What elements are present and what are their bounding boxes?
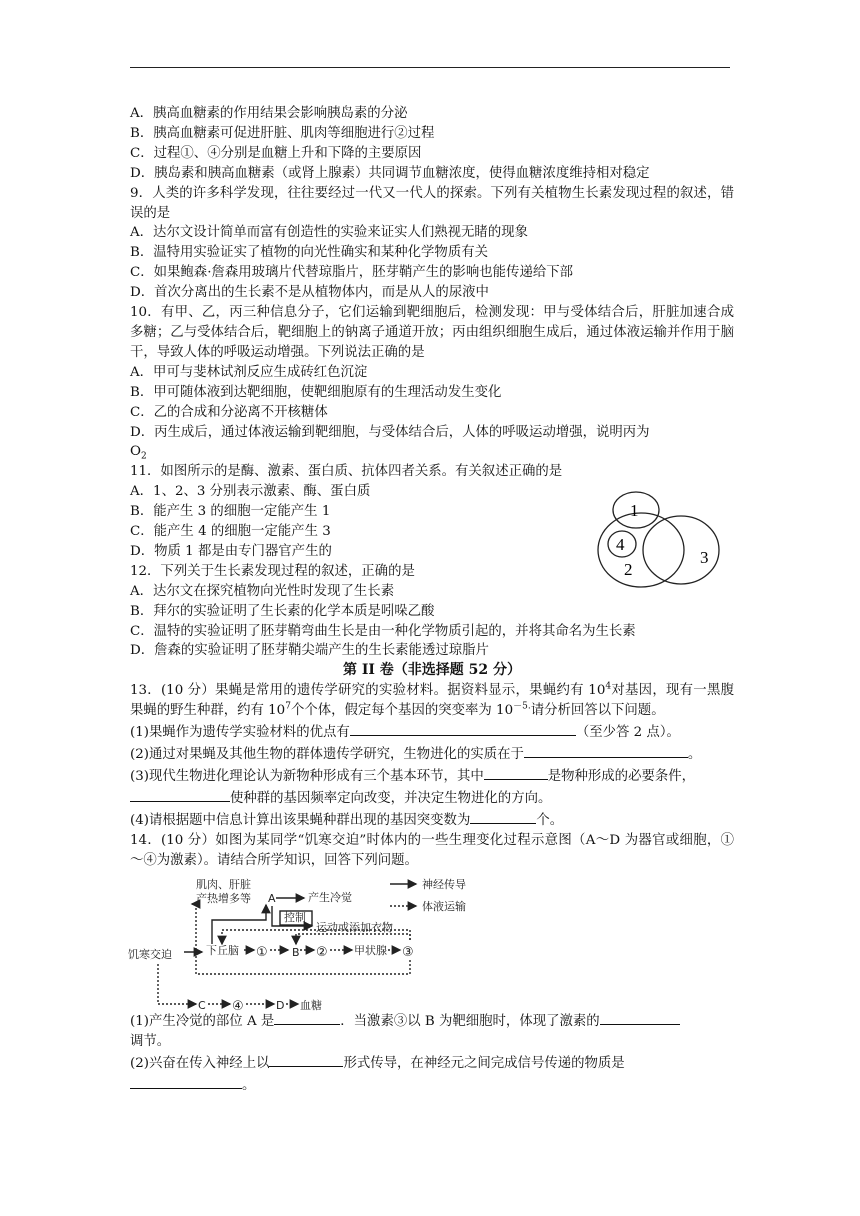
q12-option-b: B．拜尔的实验证明了生长素的化学本质是吲哚乙酸: [130, 603, 435, 619]
q12-option-d: D．詹森的实验证明了胚芽鞘尖端产生的生长素能透过琼脂片: [130, 643, 489, 659]
q14-part-1-cont: 调节。: [130, 1034, 171, 1050]
node-b: B: [292, 946, 300, 959]
venn-label-4: 4: [616, 535, 625, 554]
motion-clothes-label: 运动或添加衣物: [316, 921, 393, 934]
answer-blank[interactable]: [600, 1010, 680, 1025]
q14-stem: 14．(10 分）如图为某同学“饥寒交迫”时体内的一些生理变化过程示意图（A～D 为器官或细胞，①～④为激素）。请结合所学知识，回答下列问题。: [130, 832, 734, 868]
q14-part-2: (2)兴奋在传入神经上以 形式传导，在神经元之间完成信号传递的物质是: [130, 1052, 734, 1074]
q11-stem: 11．如图所示的是酶、激素、蛋白质、抗体四者关系。有关叙述正确的是: [130, 464, 563, 480]
oxygen-symbol: O: [130, 444, 141, 460]
q11-option-a: A．1、2、3 分别表示激素、酶、蛋白质: [130, 484, 371, 500]
oxygen-subscript: 2: [140, 452, 147, 463]
q14-part-1: (1)产生冷觉的部位 A 是 ．当激素③以 B 为靶细胞时，体现了激素的: [130, 1010, 734, 1032]
q13-stem: 13．(10 分）果蝇是常用的遗传学研究的实验材料。据资料显示，果蝇约有 $10^4$对基因，现有一黑腹果蝇的野生种群，约有 $10^7$个个体，假定每个基因的突变率为 $10^{-5.}$请分析回答以下问题。: [130, 681, 735, 719]
header-rule: [130, 67, 730, 68]
hormone-4-label: ④: [232, 999, 244, 1012]
section-2-title: 第 II 卷（非选择题 52 分）: [342, 662, 522, 679]
venn-label-3: 3: [700, 548, 709, 567]
q9-option-b: B．温特用实验证实了植物的向光性确实和某种化学物质有关: [130, 245, 488, 261]
q13-part-2: (2)通过对果蝇及其他生物的群体遗传学研究，生物进化的实质在于 。: [130, 743, 734, 765]
venn-label-1: 1: [630, 501, 639, 520]
node-d: D: [276, 999, 285, 1012]
q12-stem: 12．下列关于生长素发现过程的叙述，正确的是: [130, 563, 415, 579]
q13-part-4: (4)请根据题中信息计算出该果蝇种群出现的基因突变数为 个。: [130, 809, 734, 831]
q10-option-d-tail: [130, 442, 734, 462]
answer-blank[interactable]: [350, 721, 576, 736]
answer-blank[interactable]: [269, 1052, 343, 1067]
q9-option-d: D．首次分离出的生长素不是从植物体内，而是从人的尿液中: [130, 285, 489, 301]
answer-blank[interactable]: [274, 1010, 340, 1025]
hormone-3-label: ③: [402, 945, 414, 960]
answer-blank[interactable]: [524, 743, 688, 758]
thyroid-label: 甲状腺: [354, 944, 387, 957]
hormone-2-label: ②: [316, 945, 328, 960]
q14-part-2-cont: 。: [130, 1074, 734, 1096]
q8-option-b: B．胰高血糖素可促进肝脏、肌肉等细胞进行②过程: [130, 125, 435, 141]
hypothalamus-label: 下丘脑: [206, 944, 239, 957]
cold-feeling-label: 产生冷觉: [308, 891, 352, 904]
q10-option-b: B．甲可随体液到达靶细胞，使靶细胞原有的生理活动发生变化: [130, 384, 502, 400]
answer-blank[interactable]: [470, 809, 536, 824]
q10-option-a: A．甲可与斐林试剂反应生成砖红色沉淀: [130, 364, 368, 380]
q9-option-a: A．达尔文设计简单而富有创造性的实验来证实人们熟视无睹的现象: [130, 225, 528, 241]
arrow-h3-feedback-b: [296, 934, 410, 944]
q13-part-1: (1)果蝇作为遗传学实验材料的优点有 （至少答 2 点）。: [130, 721, 734, 743]
control-label: 控制: [284, 911, 306, 924]
q11-option-d: D．物质 1 都是由专门器官产生的: [130, 543, 332, 559]
q9-option-c: C．如果鲍森·詹森用玻璃片代替琼脂片，胚芽鞘产生的影响也能传递给下部: [130, 265, 573, 281]
q11-option-b: B．能产生 3 的细胞一定能产生 1: [130, 504, 331, 520]
arrow-hypothalamus-to-a: [212, 905, 266, 944]
q10-option-d: D．丙生成后，通过体液运输到靶细胞，与受体结合后，人体的呼吸运动增强，说明丙为: [130, 424, 650, 440]
q8-option-a: A．胰高血糖素的作用结果会影响胰岛素的分泌: [130, 106, 408, 121]
answer-blank[interactable]: [130, 787, 230, 802]
venn-label-2: 2: [624, 560, 633, 579]
q13-part-3: (3)现代生物进化理论认为新物种形成有三个基本环节，其中 是物种形成的必要条件，: [130, 765, 734, 787]
node-a: A: [268, 892, 276, 905]
q12-option-a: A．达尔文在探究植物向光性时发现了生长素: [130, 583, 395, 599]
venn-diagram: [597, 490, 721, 590]
legend-nerve-label: 神经传导: [422, 878, 466, 891]
hormone-1-label: ①: [256, 945, 268, 960]
q10-stem: 10．有甲、乙，丙三种信息分子，它们运输到靶细胞后，检测发现：甲与受体结合后，肝脏加速合成多糖；乙与受体结合后，靶细胞上的钠离子通道开放；丙由组织细胞生成后，通过体液运输并作用于脑干，导致人体的呼吸运动增强。下列说法正确的是: [130, 305, 734, 360]
q8-option-c: C．过程①、④分别是血糖上升和下降的主要原因: [130, 145, 422, 161]
heat-more-label: 产热增多等: [196, 892, 251, 905]
answer-blank[interactable]: [484, 765, 548, 780]
liver-muscle-label: 肌肉、肝脏: [196, 878, 251, 891]
q8-option-d: D．胰岛素和胰高血糖素（或肾上腺素）共同调节血糖浓度，使得血糖浓度维持相对稳定: [130, 165, 650, 181]
arrow-to-c: [158, 964, 196, 1004]
q9-stem: 9．人类的许多科学发现，往往要经过一代又一代人的探索。下列有关植物生长素发现过程的叙述，错误的是: [130, 185, 734, 221]
q13-part-3-cont: 使种群的基因频率定向改变，并决定生物进化的方向。: [130, 787, 734, 809]
q10-option-c: C．乙的合成和分泌离不开核糖体: [130, 404, 328, 420]
legend-fluid-label: 体液运输: [422, 900, 466, 913]
node-c: C: [198, 999, 206, 1012]
q11-option-c: C．能产生 4 的细胞一定能产生 3: [130, 524, 331, 540]
flow-diagram: [126, 874, 486, 1012]
answer-blank[interactable]: [130, 1074, 242, 1089]
hunger-cold-label: 饥寒交迫: [128, 948, 172, 961]
blood-sugar-label: 血糖: [300, 999, 322, 1012]
q12-option-c: C．温特的实验证明了胚芽鞘弯曲生长是由一种化学物质引起的，并将其命名为生长素: [130, 623, 636, 639]
venn-circle-2: [598, 513, 684, 587]
